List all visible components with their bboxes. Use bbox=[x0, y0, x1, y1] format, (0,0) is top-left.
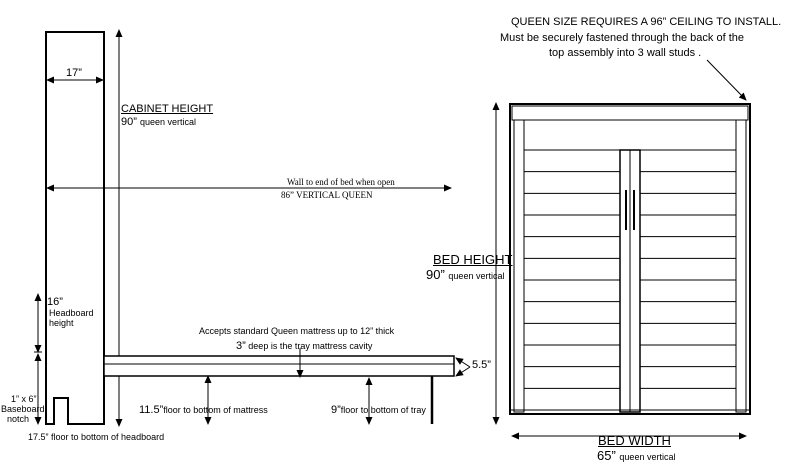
front-left-side-panel bbox=[514, 120, 524, 412]
bed-height-sub: queen vertical bbox=[448, 271, 505, 281]
baseboard-label1: 1” x 6” bbox=[11, 394, 37, 404]
bed-height-title: BED HEIGHT bbox=[433, 252, 513, 267]
cabinet-height-sub: queen vertical bbox=[139, 117, 197, 127]
tray-depth-text: deep is the tray mattress cavity bbox=[248, 341, 373, 351]
bed-width-number: 65” bbox=[597, 448, 616, 463]
headboard-height-label1: Headboard bbox=[49, 308, 94, 318]
tray-depth-value: 3” bbox=[236, 340, 246, 352]
baseboard-label3: notch bbox=[7, 414, 30, 424]
side-view bbox=[34, 30, 470, 426]
mattress-floor-value: 11.5” bbox=[139, 404, 164, 416]
cabinet-depth-label: 17” bbox=[66, 67, 82, 79]
wall-to-bed-label: Wall to end of bed when open bbox=[287, 177, 395, 187]
tray-height-label: 5.5” bbox=[472, 359, 491, 371]
bed-height-value bbox=[426, 268, 504, 281]
bed-width-value bbox=[597, 449, 675, 462]
cabinet-height-title: CABINET HEIGHT bbox=[121, 103, 214, 115]
install-note-line3: top assembly into 3 wall studs . bbox=[549, 47, 702, 59]
headboard-floor-label: 17.5” floor to bottom of headboard bbox=[28, 432, 165, 442]
cabinet-height-number: 90” bbox=[121, 116, 137, 128]
baseboard-label2: Baseboard bbox=[1, 404, 45, 414]
bed-height-number: 90” bbox=[426, 267, 445, 282]
install-note-line2: Must be securely fastened through the back of the bbox=[500, 32, 744, 44]
tray-height-dimension-bottom bbox=[456, 367, 470, 376]
mattress-floor-label bbox=[139, 405, 268, 416]
headboard-height-value: 16” bbox=[47, 296, 63, 308]
note-leader-arrow bbox=[707, 60, 746, 100]
front-right-side-panel bbox=[736, 120, 746, 412]
headboard-height-label2: height bbox=[49, 318, 74, 328]
tray-floor-value: 9” bbox=[331, 404, 341, 416]
wall-to-bed-value: 86” VERTICAL QUEEN bbox=[281, 190, 373, 200]
front-view bbox=[496, 103, 750, 436]
tray-depth-note bbox=[236, 341, 372, 352]
cabinet-height-value bbox=[121, 117, 196, 128]
bed-width-sub: queen vertical bbox=[619, 452, 676, 462]
tray-floor-label bbox=[331, 405, 426, 416]
side-cabinet-outline bbox=[46, 32, 104, 424]
install-note-line1: QUEEN SIZE REQUIRES A 96” CEILING TO INSTALL. bbox=[511, 16, 782, 28]
bed-width-title: BED WIDTH bbox=[598, 433, 671, 448]
tray-floor-text: floor to bottom of tray bbox=[340, 405, 426, 415]
bed-tray bbox=[104, 356, 454, 376]
front-top-crown bbox=[512, 106, 748, 120]
tray-height-dimension-top bbox=[456, 358, 470, 367]
mattress-capacity-note: Accepts standard Queen mattress up to 12” thick bbox=[199, 326, 395, 336]
mattress-floor-text: floor to bottom of mattress bbox=[163, 405, 268, 415]
